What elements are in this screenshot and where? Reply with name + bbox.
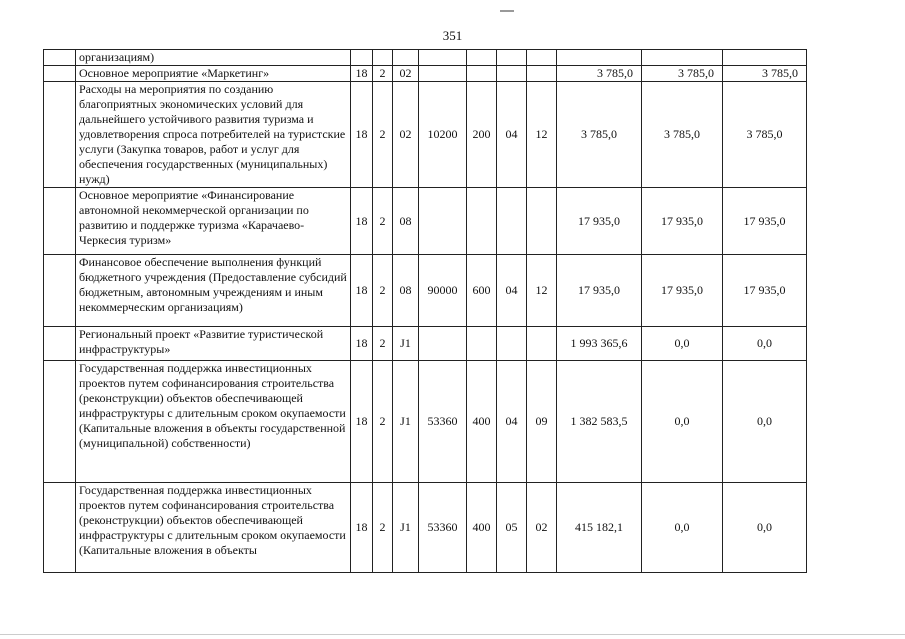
code-cell: 2 — [373, 188, 393, 255]
index-cell — [44, 188, 76, 255]
table-row — [44, 188, 807, 255]
code-cell — [467, 66, 497, 82]
index-cell — [44, 82, 76, 188]
code-cell — [467, 327, 497, 361]
amount-cell: 0,0 — [723, 327, 807, 361]
code-cell: J1 — [393, 361, 419, 483]
amount-cell: 1 382 583,5 — [557, 361, 642, 483]
amount-cell: 17 935,0 — [642, 255, 723, 327]
amount-cell: 17 935,0 — [723, 188, 807, 255]
code-cell — [527, 327, 557, 361]
code-cell: 04 — [497, 82, 527, 188]
code-cell: 2 — [373, 255, 393, 327]
code-cell: 2 — [373, 327, 393, 361]
code-cell: 18 — [351, 255, 373, 327]
code-cell — [527, 50, 557, 66]
amount-cell: 0,0 — [642, 361, 723, 483]
code-cell: 08 — [393, 188, 419, 255]
code-cell: J1 — [393, 483, 419, 573]
amount-cell — [557, 50, 642, 66]
amount-cell: 0,0 — [723, 483, 807, 573]
code-cell: 90000 — [419, 255, 467, 327]
code-cell — [351, 50, 373, 66]
item-name: Основное мероприятие «Финансирование автономной некоммерческой организации по развитию и поддержке туризма «Карачаево-Черкесия туризм» — [76, 188, 351, 255]
item-name: организациям) — [76, 50, 351, 66]
code-cell: 53360 — [419, 483, 467, 573]
code-cell: 53360 — [419, 361, 467, 483]
item-name: Государственная поддержка инвестиционных проектов путем софинансирования строительства (реконструкции) объектов обеспечивающей инфраструктуры с длительным сроком окупаемости (Капитальные вложения в объекты — [76, 483, 351, 573]
amount-cell — [723, 50, 807, 66]
scan-edge — [0, 634, 905, 635]
code-cell — [497, 66, 527, 82]
table-row — [44, 82, 807, 188]
amount-cell: 17 935,0 — [557, 255, 642, 327]
code-cell: 10200 — [419, 82, 467, 188]
amount-cell: 415 182,1 — [557, 483, 642, 573]
index-cell — [44, 361, 76, 483]
code-cell: 18 — [351, 483, 373, 573]
amount-cell: 0,0 — [642, 327, 723, 361]
amount-cell: 17 935,0 — [723, 255, 807, 327]
amount-cell: 1 993 365,6 — [557, 327, 642, 361]
amount-cell: 17 935,0 — [557, 188, 642, 255]
amount-cell: 3 785,0 — [642, 66, 723, 82]
amount-cell: 3 785,0 — [557, 66, 642, 82]
amount-cell: 3 785,0 — [557, 82, 642, 188]
index-cell — [44, 327, 76, 361]
table-row — [44, 361, 807, 483]
code-cell: 2 — [373, 483, 393, 573]
amount-cell: 3 785,0 — [723, 82, 807, 188]
code-cell — [419, 188, 467, 255]
code-cell: 12 — [527, 255, 557, 327]
code-cell: 02 — [527, 483, 557, 573]
table-row — [44, 255, 807, 327]
code-cell: 08 — [393, 255, 419, 327]
code-cell — [419, 66, 467, 82]
item-name: Основное мероприятие «Маркетинг» — [76, 66, 351, 82]
code-cell: 12 — [527, 82, 557, 188]
code-cell — [527, 188, 557, 255]
code-cell — [373, 50, 393, 66]
amount-cell: 0,0 — [723, 361, 807, 483]
code-cell: 400 — [467, 483, 497, 573]
amount-cell — [642, 50, 723, 66]
code-cell — [497, 327, 527, 361]
code-cell: 200 — [467, 82, 497, 188]
amount-cell: 17 935,0 — [642, 188, 723, 255]
code-cell — [419, 50, 467, 66]
table-row — [44, 50, 807, 66]
index-cell — [44, 483, 76, 573]
index-cell — [44, 255, 76, 327]
amount-cell: 3 785,0 — [723, 66, 807, 82]
code-cell — [467, 188, 497, 255]
code-cell: 04 — [497, 361, 527, 483]
item-name: Расходы на мероприятия по созданию благоприятных экономических условий для дальнейшего устойчивого развития туризма и удовлетворения спроса потребителей на туристские услуги (Закупка товаров, работ и услуг для обеспечения государственных (муниципальных) нужд) — [76, 82, 351, 188]
item-name: Финансовое обеспечение выполнения функций бюджетного учреждения (Предоставление субсидий бюджетным, автономным учреждениям и иным некоммерческим организациям) — [76, 255, 351, 327]
code-cell: 2 — [373, 361, 393, 483]
item-name: Региональный проект «Развитие туристической инфраструктуры» — [76, 327, 351, 361]
code-cell: 18 — [351, 361, 373, 483]
scan-mark — [500, 10, 514, 12]
code-cell: 04 — [497, 255, 527, 327]
budget-table — [43, 49, 807, 573]
item-name: Государственная поддержка инвестиционных проектов путем софинансирования строительства (реконструкции) объектов обеспечивающей инфраструктуры с длительным сроком окупаемости (Капитальные вложения в объекты государственной (муниципальной) собственности) — [76, 361, 351, 483]
table-row — [44, 66, 807, 82]
code-cell: 02 — [393, 66, 419, 82]
code-cell: 600 — [467, 255, 497, 327]
code-cell: 18 — [351, 66, 373, 82]
code-cell — [393, 50, 419, 66]
code-cell — [527, 66, 557, 82]
code-cell: 18 — [351, 327, 373, 361]
code-cell — [497, 50, 527, 66]
code-cell: 2 — [373, 82, 393, 188]
code-cell: 02 — [393, 82, 419, 188]
table-row — [44, 483, 807, 573]
index-cell — [44, 66, 76, 82]
amount-cell: 3 785,0 — [642, 82, 723, 188]
code-cell — [419, 327, 467, 361]
code-cell — [467, 50, 497, 66]
code-cell: 05 — [497, 483, 527, 573]
code-cell: 18 — [351, 188, 373, 255]
code-cell: 400 — [467, 361, 497, 483]
index-cell — [44, 50, 76, 66]
code-cell: 18 — [351, 82, 373, 188]
code-cell: 09 — [527, 361, 557, 483]
table-row — [44, 327, 807, 361]
code-cell — [497, 188, 527, 255]
amount-cell: 0,0 — [642, 483, 723, 573]
page-number: 351 — [442, 28, 463, 43]
code-cell: 2 — [373, 66, 393, 82]
code-cell: J1 — [393, 327, 419, 361]
